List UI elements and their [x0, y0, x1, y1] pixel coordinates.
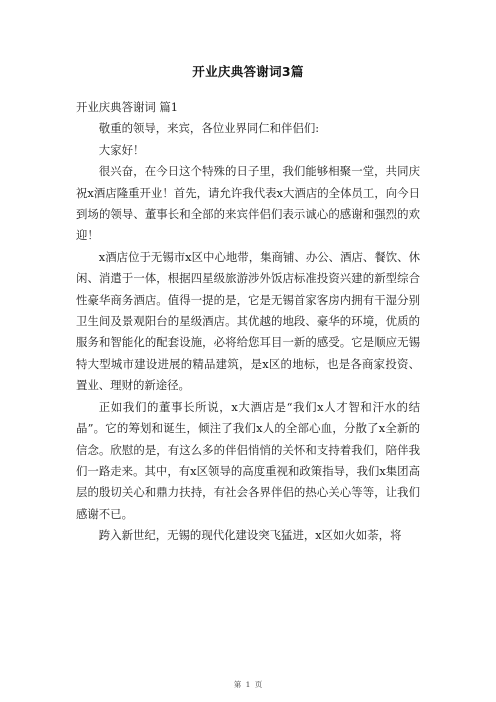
footer-suffix: 页 [254, 680, 263, 689]
document-body [76, 97, 420, 547]
page-number: 1 [245, 680, 251, 689]
section-heading: 开业庆典答谢词 篇1 [76, 100, 178, 114]
paragraph-opening: 很兴奋，在今日这个特殊的日子里，我们能够相聚一堂，共同庆祝x酒店隆重开业！首先，请允许我代表x大酒店的全体员工，向今日到场的领导、董事长和全部的来宾伴侣们表示诚心的感谢和强烈的欢迎！ [76, 164, 420, 243]
paragraph-salutation: 敬重的领导，来宾，各位业界同仁和伴侣们: [98, 121, 320, 136]
paragraph-greeting: 大家好！ [98, 142, 145, 157]
page-footer [0, 680, 496, 690]
footer-prefix: 第 [233, 680, 242, 689]
paragraph-new-century: 跨入新世纪，无锡的现代化建设突飞猛进，x区如火如荼，将 [98, 528, 402, 543]
document-title: 开业庆典答谢词3篇 [192, 64, 304, 79]
paragraph-hotel-intro: x酒店位于无锡市x区中心地带，集商铺、办公、酒店、餐饮、休闲、消遣于一体，根据四星级旅游涉外饭店标准投资兴建的新型综合性豪华商务酒店。值得一提的是，它是无锡首家客房内拥有干湿分别卫生间及景观阳台的星级酒店。其优越的地段、豪华的环境，优质的服务和智能化的配套设施，必将给您耳目一新的感受。它是顺应无锡特大型城市建设进展的精品建筑，是x区的地标，也是各商家投资、置业、理财的新途径。 [76, 249, 420, 393]
paragraph-chairman-quote: 正如我们的董事长所说，x大酒店是“我们x人才智和汗水的结晶”。它的筹划和诞生，倾注了我们x人的全部心血，分散了x全新的信念。欣慰的是，有这么多的伴侣悄悄的关怀和支持着我们，陪伴我们一路走来。其中，有x区领导的高度重视和政策指导，我们x集团高层的殷切关心和鼎力扶持，有社会各界伴侣的热心关心等等，让我们感谢不已。 [76, 399, 420, 521]
